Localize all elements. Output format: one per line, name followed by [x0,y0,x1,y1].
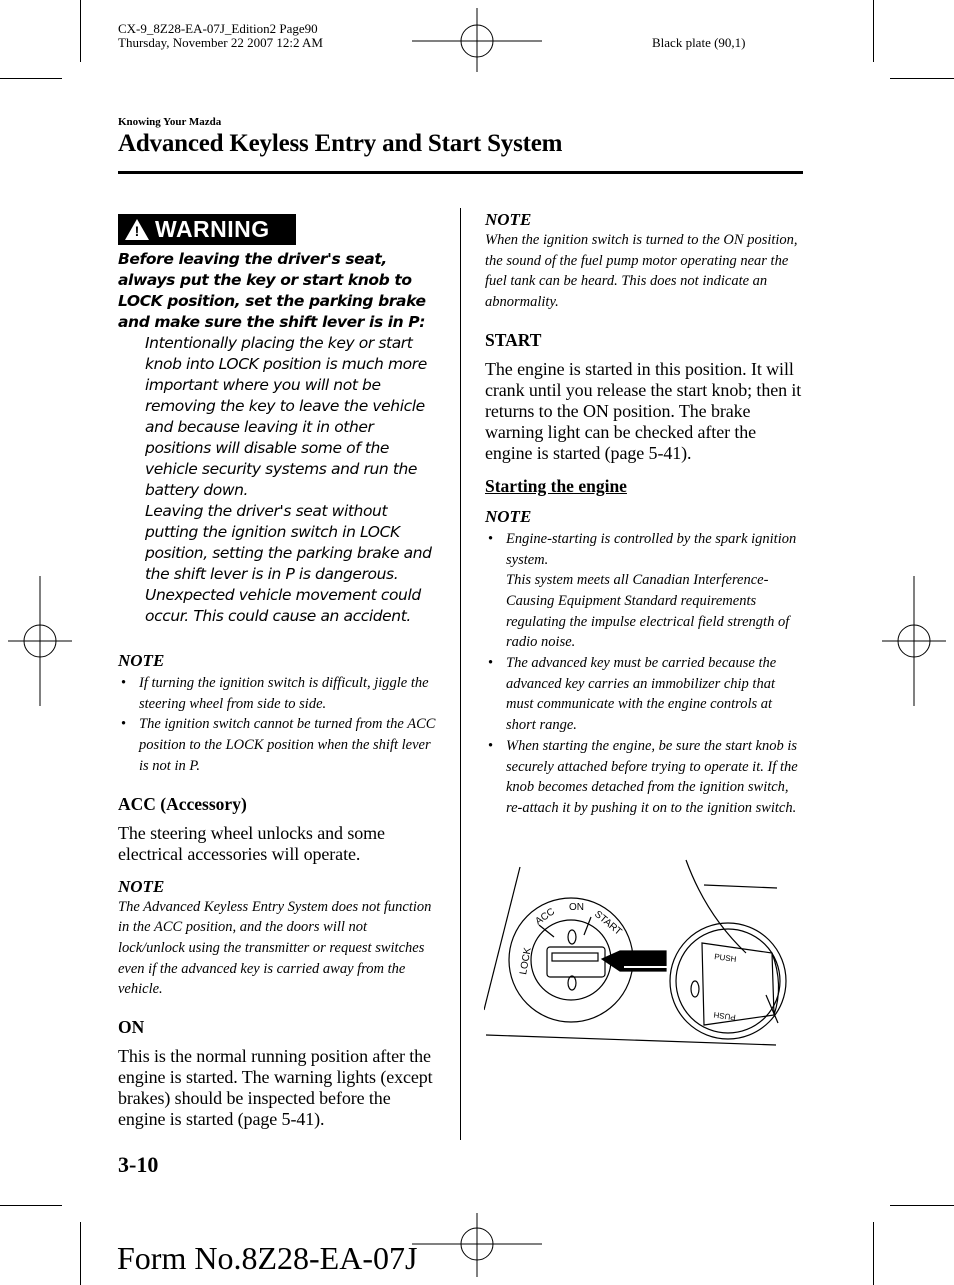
position-tick [584,917,591,935]
note-heading: NOTE [485,506,532,526]
warning-label: WARNING [155,216,270,242]
plate-label: Black plate (90,1) [652,35,746,50]
position-tick [539,925,554,937]
on-label: ON [569,902,584,913]
lock-label: LOCK [518,946,534,976]
list-item-text: This system meets all Canadian Interference-Causing Equipment Standard requirements regulating the impulse electrical field strength of radio noise. [506,572,790,651]
push-label-bottom: PUSH [713,1009,737,1022]
panel-edge-line [704,885,777,888]
form-number: Form No.8Z28-EA-07J [117,1240,418,1276]
list-item: • The advanced key must be carried because the advanced key carries an immobilizer chip that must communicate with the engine controls at short range. [485,653,805,736]
section-label: Knowing Your Mazda [118,116,222,128]
crop-mark [873,0,874,62]
note-text: When the ignition switch is turned to the ON position, the sound of the fuel pump motor operating near the fuel tank can be heard. This does not indicate an abnormality. [485,232,798,311]
registration-mark-bottom [412,1213,542,1277]
start-knob-grip [702,943,774,1025]
acc-label: ACC [533,906,558,928]
warning-banner [118,214,296,245]
right-column [485,210,805,819]
indicator-top [568,930,576,944]
knob-indicator [691,981,699,997]
body-text: This is the normal running position after the engine is started. The warning lights (except brakes) should be inspected before the engine is started (page 5-41). [118,1046,433,1130]
panel-edge-line [484,867,520,1010]
body-text: The steering wheel unlocks and some electrical accessories will operate. [118,822,385,864]
warning-lead: Before leaving the driver's seat, always put the key or start knob to LOCK position, set the parking brake and make sure the shift lever is in P: [118,250,426,331]
note-heading: NOTE [118,651,165,670]
panel-edge-line [486,1035,776,1045]
warning-paragraph: Leaving the driver's seat without putting the ignition switch in LOCK position, setting the parking brake and the shift lever is in P is dangerous. Unexpected vehicle movement could occur. This could cause an accident. [145,502,432,625]
section-heading: ACC (Accessory) [118,793,247,814]
warning-paragraph: Intentionally placing the key or start knob into LOCK position is much more important where you will not be removing the key to leave the vehicle and because leaving it in other positions will disable some of the vehicle security systems and run the battery down. [145,334,427,499]
crop-mark [80,1222,81,1285]
page-title: Advanced Keyless Entry and Start System [118,130,563,157]
list-item-text: • Engine-starting is controlled by the spark ignition system. [506,530,797,568]
note-text: The Advanced Keyless Entry System does not function in the ACC position, and the doors will not lock/unlock using the transmitter or request switches even if the advanced key is carried away from the vehicle. [118,898,432,998]
note-list [485,529,805,819]
crop-mark [0,1205,62,1206]
title-rule [118,171,803,174]
page-number: 3-10 [118,1152,159,1177]
ignition-switch-illustration [484,855,804,1070]
body-text: The engine is started in this position. It will crank until you release the start knob; then it returns to the ON position. The brake warning light can be checked after the engine is started (page 5-41). [485,358,802,463]
print-metadata [118,22,323,50]
crop-mark [80,0,81,62]
list-item [485,529,805,653]
panel-edge-line [686,860,746,953]
ignition-cylinder [531,920,611,1000]
crop-mark [873,1222,874,1285]
list-item: • When starting the engine, be sure the start knob is securely attached before trying to operate it. If the knob becomes detached from the ignition switch, re-attach it by pushing it on to the ignition switch. [485,736,805,819]
list-item: • The ignition switch cannot be turned from the ACC position to the LOCK position when the shift lever is not in P. [118,714,436,776]
subsection-heading: Starting the engine [485,475,627,496]
exclamation-triangle-icon: ! [125,219,149,240]
registration-mark-top [412,8,542,72]
registration-mark-left [8,576,72,706]
start-label: START [592,908,624,938]
section-heading: ON [118,1017,145,1038]
list-item: • If turning the ignition switch is difficult, jiggle the steering wheel from side to side. [118,673,436,714]
crop-mark [0,78,62,79]
print-metadata-file: CX-9_8Z28-EA-07J_Edition2 Page90 [118,21,318,36]
crop-mark [890,1205,954,1206]
print-metadata-date: Thursday, November 22 2007 12:2 AM [118,35,323,50]
crop-mark [890,78,954,79]
section-heading: START [485,329,542,350]
left-column [118,214,436,1130]
key-slot-inner [552,953,598,961]
note-heading: NOTE [485,210,532,229]
note-list [118,673,436,777]
indicator-bottom [568,976,576,990]
note-heading: NOTE [118,876,165,896]
registration-mark-right [882,576,946,706]
column-divider [460,208,461,1140]
push-label-top: PUSH [713,952,737,965]
key-slot [547,947,605,977]
